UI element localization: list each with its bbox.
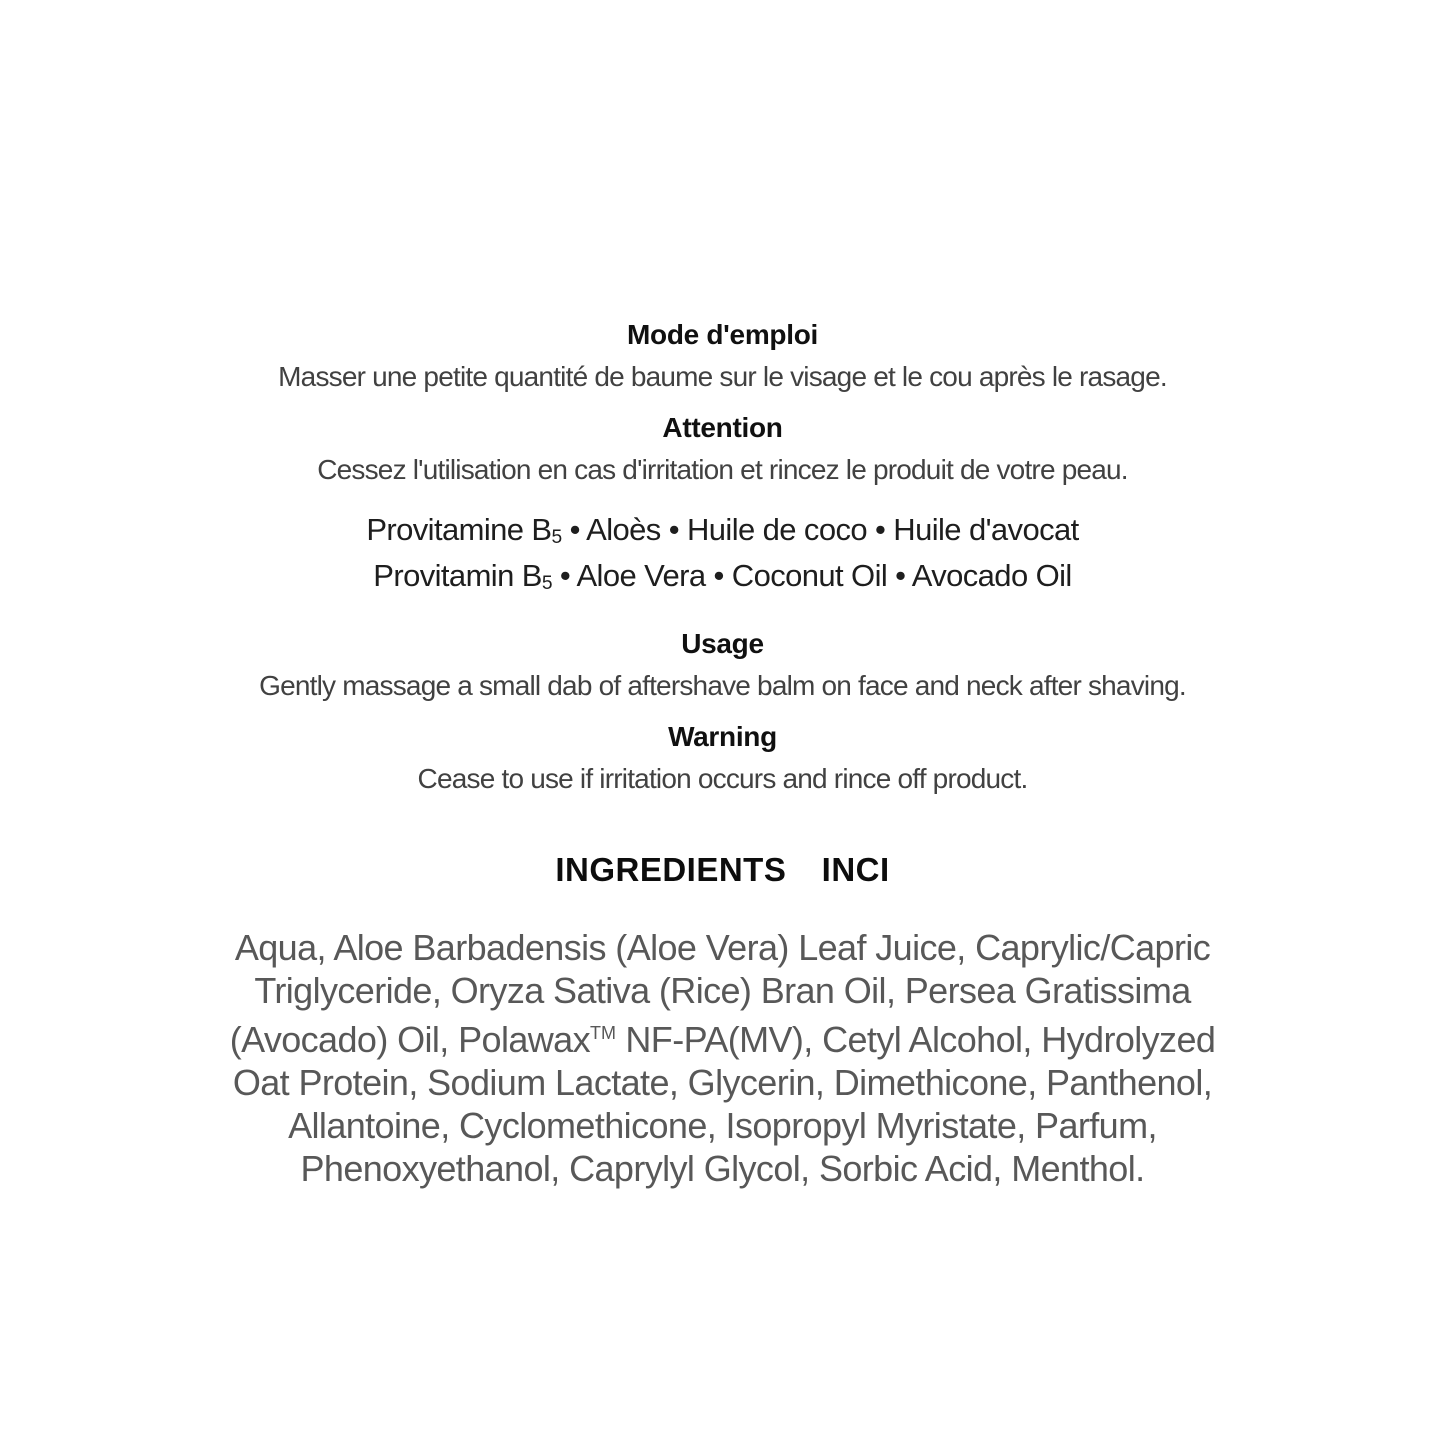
ingredients-line-3 — [0, 1012, 1445, 1061]
key-ingredients-fr-pre: Provitamine B — [366, 512, 552, 547]
ingredients-line-3-post: NF-PA(MV), Cetyl Alcohol, Hydrolyzed — [616, 1019, 1216, 1060]
key-ingredients-en-pre: Provitamin B — [373, 558, 542, 593]
trademark-superscript: TM — [590, 1023, 616, 1043]
ingredients-line-4: Oat Protein, Sodium Lactate, Glycerin, Dimethicone, Panthenol, — [232, 1062, 1213, 1103]
directions-en-heading: Usage — [681, 628, 764, 659]
key-ingredients-en-subscript: 5 — [541, 573, 552, 595]
ingredients-line-3-pre: (Avocado) Oil, Polawax — [229, 1019, 590, 1060]
ingredients-line-2: Triglyceride, Oryza Sativa (Rice) Bran Oil, Persea Gratissima — [254, 970, 1191, 1011]
key-ingredients-en — [0, 555, 1445, 601]
directions-en-text: Gently massage a small dab of aftershave balm on face and neck after shaving. — [259, 670, 1186, 701]
directions-fr-heading: Mode d'emploi — [627, 319, 818, 350]
ingredients-line-5: Allantoine, Cyclomethicone, Isopropyl Myristate, Parfum, — [288, 1105, 1157, 1146]
warning-fr-heading: Attention — [662, 412, 783, 443]
key-ingredients-fr-post: • Aloès • Huile de coco • Huile d'avocat — [561, 512, 1079, 547]
ingredients-line-1: Aqua, Aloe Barbadensis (Aloe Vera) Leaf Juice, Caprylic/Capric — [234, 927, 1211, 968]
ingredients-heading: INGREDIENTS INCI — [555, 851, 890, 888]
directions-fr-text: Masser une petite quantité de baume sur le visage et le cou après le rasage. — [278, 361, 1167, 392]
warning-fr-text: Cessez l'utilisation en cas d'irritation et rincez le produit de votre peau. — [317, 454, 1128, 485]
key-ingredients-block — [0, 509, 1445, 601]
key-ingredients-fr — [0, 509, 1445, 555]
ingredients-list — [0, 926, 1445, 1190]
ingredients-line-6: Phenoxyethanol, Caprylyl Glycol, Sorbic Acid, Menthol. — [300, 1148, 1145, 1189]
warning-en-heading: Warning — [668, 721, 777, 752]
key-ingredients-en-post: • Aloe Vera • Coconut Oil • Avocado Oil — [551, 558, 1072, 593]
warning-en-text: Cease to use if irritation occurs and rince off product. — [417, 763, 1028, 794]
key-ingredients-fr-subscript: 5 — [551, 527, 562, 549]
